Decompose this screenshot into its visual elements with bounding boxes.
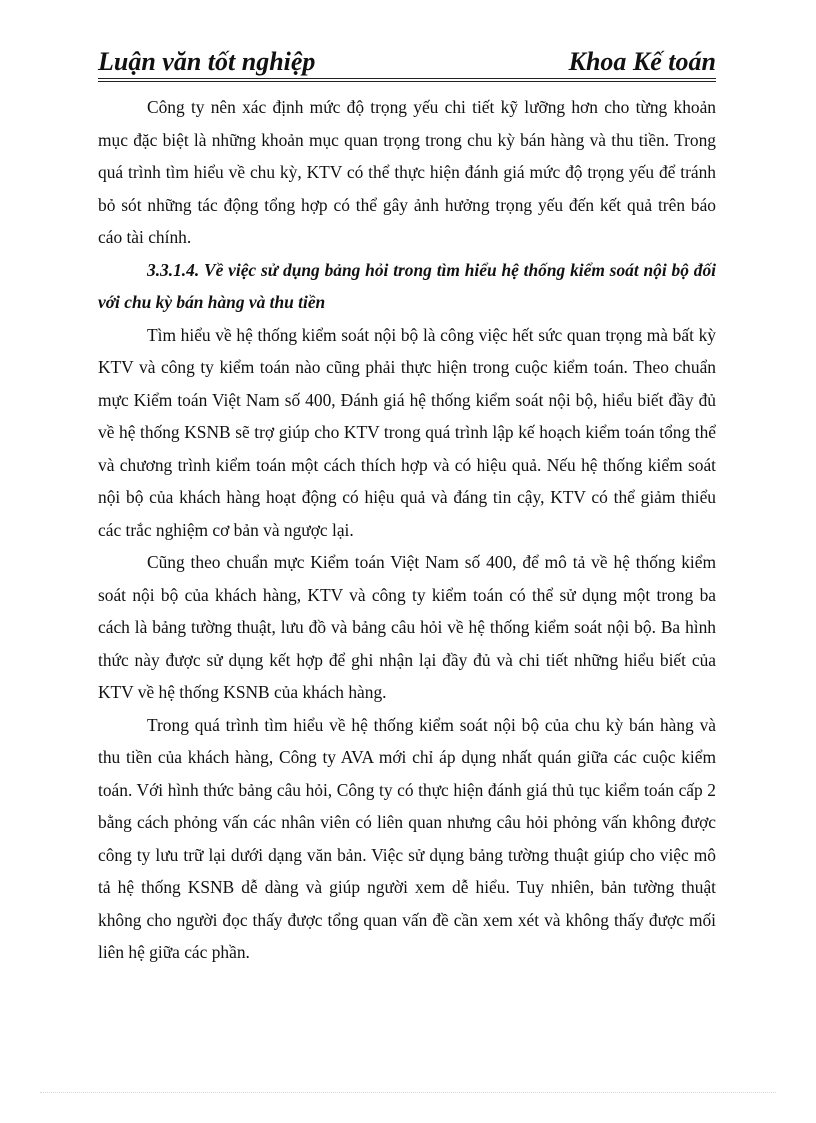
paragraph-ava-practice: Trong quá trình tìm hiểu về hệ thống kiểm soát nội bộ của chu kỳ bán hàng và thu tiền của khách hàng, Công ty AVA mới chỉ áp dụng nhất quán giữa các cuộc kiểm toán. Với hình thức bảng câu hỏi, Công ty có thực hiện đánh giá thủ tục kiểm toán cấp 2 bằng cách phỏng vấn các nhân viên có liên quan nhưng câu hỏi phỏng vấn không được công ty lưu trữ lại dưới dạng văn bản. Việc sử dụng bảng tường thuật giúp cho việc mô tả hệ thống KSNB dễ dàng và giúp người xem dễ hiểu. Tuy nhiên, bản tường thuật không cho người đọc thấy được tổng quan vấn đề cần xem xét và không thấy được mối liên hệ giữa các phần.	[98, 714, 716, 962]
paragraph-materiality: Công ty nên xác định mức độ trọng yếu chi tiết kỹ lưỡng hơn cho từng khoản mục đặc biệt là những khoản mục quan trọng trong chu kỳ bán hàng và thu tiền. Trong quá trình tìm hiểu về chu kỳ, KTV có thể thực hiện đánh giá mức độ trọng yếu để tránh bỏ sót những tác động tổng hợp có thể gây ảnh hưởng trọng yếu đến kết quả trên báo cáo tài chính.	[98, 97, 716, 247]
document-body	[98, 91, 716, 969]
paragraph-internal-control-understanding: Tìm hiểu về hệ thống kiểm soát nội bộ là công việc hết sức quan trọng mà bất kỳ KTV và công ty kiểm toán nào cũng phải thực hiện trong cuộc kiểm toán. Theo chuẩn mực Kiểm toán Việt Nam số 400, Đánh giá hệ thống kiểm soát nội bộ, hiểu biết đầy đủ về hệ thống KSNB sẽ trợ giúp cho KTV trong quá trình lập kế hoạch kiểm toán tổng thể và chương trình kiểm toán một cách thích hợp và có hiệu quả. Nếu hệ thống kiểm soát nội bộ của khách hàng hoạt động có hiệu quả và đáng tin cậy, KTV có thể giảm thiểu các trắc nghiệm cơ bản và ngược lại.	[98, 324, 716, 540]
footer-divider	[40, 1092, 776, 1093]
section-heading-3-3-1-4: 3.3.1.4. Về việc sử dụng bảng hỏi trong tìm hiểu hệ thống kiểm soát nội bộ đối với chu kỳ bán hàng và thu tiền	[98, 259, 716, 312]
page-header	[98, 44, 716, 82]
paragraph-description-methods: Cũng theo chuẩn mực Kiểm toán Việt Nam số 400, để mô tả về hệ thống kiểm soát nội bộ của khách hàng, KTV và công ty kiểm toán có thể sử dụng một trong ba cách là bảng tường thuật, lưu đồ và bảng câu hỏi về hệ thống kiểm soát nội bộ. Ba hình thức này được sử dụng kết hợp để ghi nhận lại đầy đủ và chi tiết những hiểu biết của KTV về hệ thống KSNB của khách hàng.	[98, 552, 716, 702]
thesis-title: Luận văn tốt nghiệp	[98, 47, 316, 76]
faculty-name: Khoa Kế toán	[568, 47, 716, 76]
